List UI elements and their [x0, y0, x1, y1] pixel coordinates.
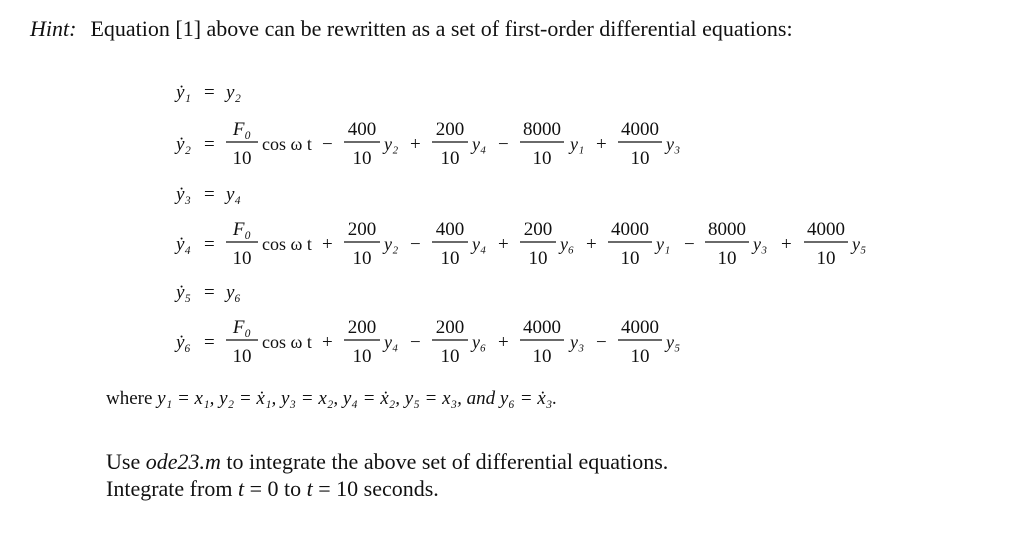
numerator: 400	[347, 119, 377, 140]
operator: −	[410, 332, 421, 353]
instruction-text: Integrate from	[106, 476, 233, 501]
cos-term: cos ω t	[262, 332, 312, 352]
variable: y₃	[570, 332, 585, 352]
equals-sign: =	[204, 82, 215, 103]
lhs-y1dot: ẏ₁	[176, 82, 192, 103]
numerator: 4000	[611, 219, 649, 240]
lhs-y2dot: ẏ₂	[176, 134, 192, 155]
variable: y₂	[384, 234, 399, 254]
numerator: 200	[523, 219, 553, 240]
variable: y₄	[472, 234, 487, 254]
operator: −	[410, 234, 421, 255]
operator: −	[684, 234, 695, 255]
operator: +	[781, 234, 792, 255]
rhs-y4: y₄	[226, 184, 242, 205]
denominator: 10	[816, 248, 836, 269]
numerator: 400	[435, 219, 465, 240]
denominator: 10	[232, 248, 252, 269]
lhs-y3dot: ẏ₃	[176, 184, 192, 205]
equation-3	[174, 184, 241, 205]
denominator: 10	[630, 148, 650, 169]
denominator: 10	[532, 346, 552, 367]
numerator: 4000	[621, 119, 659, 140]
variable: y₆	[560, 234, 575, 254]
denominator: 10	[440, 346, 460, 367]
operator: +	[586, 234, 597, 255]
operator: +	[596, 134, 607, 155]
operator: +	[322, 234, 333, 255]
equals-sign: =	[204, 134, 215, 155]
function-name: ode23.m	[145, 449, 221, 474]
hint-label: Hint:	[30, 16, 77, 41]
numerator: 8000	[523, 119, 561, 140]
rhs-y2: y₂	[226, 82, 242, 103]
equals-sign: =	[204, 234, 215, 255]
denominator: 10	[352, 346, 372, 367]
equation-4	[174, 219, 866, 269]
numerator: 8000	[708, 219, 746, 240]
variable: y₃	[753, 234, 768, 254]
operator: +	[498, 332, 509, 353]
lhs-y5dot: ẏ₅	[176, 282, 192, 303]
variable: y₆	[472, 332, 487, 352]
instruction-text: Use	[106, 449, 141, 474]
time-variable: t	[237, 476, 245, 501]
denominator: 10	[532, 148, 552, 169]
equals-sign: =	[204, 282, 215, 303]
force-numerator: F₀	[232, 317, 252, 338]
numerator: 200	[347, 219, 377, 240]
equals-sign: =	[204, 184, 215, 205]
instruction-text: = 10 seconds.	[318, 476, 439, 501]
variable: y₁	[570, 134, 585, 154]
numerator: 4000	[523, 317, 561, 338]
operator: +	[410, 134, 421, 155]
where-definitions: y₁ = x₁, y₂ = ẋ₁, y₃ = x₂, y₄ = ẋ₂, y₅ = x₃, and y₆ = ẋ₃.	[157, 388, 558, 409]
equation-6	[174, 317, 680, 367]
hint-text: Equation [1] above can be rewritten as a set of first-order differential equations:	[90, 16, 793, 41]
where-prefix: where	[106, 388, 153, 409]
numerator: 200	[435, 317, 465, 338]
instruction-text: to integrate the above set of differential equations.	[226, 449, 669, 474]
operator: −	[498, 134, 509, 155]
lhs-y6dot: ẏ₆	[176, 332, 192, 353]
variable: y₂	[384, 134, 399, 154]
denominator: 10	[440, 148, 460, 169]
variable: y₃	[666, 134, 681, 154]
denominator: 10	[232, 346, 252, 367]
denominator: 10	[232, 148, 252, 169]
denominator: 10	[528, 248, 548, 269]
denominator: 10	[440, 248, 460, 269]
variable: y₅	[852, 234, 867, 254]
operator: −	[322, 134, 333, 155]
equals-sign: =	[204, 332, 215, 353]
lhs-y4dot: ẏ₄	[176, 234, 192, 255]
variable: y₄	[472, 134, 487, 154]
variable: y₄	[384, 332, 399, 352]
instruction-line-1	[106, 448, 668, 475]
operator: +	[322, 332, 333, 353]
numerator: 200	[435, 119, 465, 140]
rhs-y6: y₆	[226, 282, 242, 303]
time-variable: t	[306, 476, 313, 501]
operator: +	[498, 234, 509, 255]
denominator: 10	[717, 248, 737, 269]
equation-5	[174, 282, 241, 303]
instructions	[106, 448, 668, 502]
variable: y₅	[666, 332, 681, 352]
operator: −	[596, 332, 607, 353]
instruction-text: = 0 to	[249, 476, 302, 501]
denominator: 10	[352, 248, 372, 269]
force-numerator: F₀	[232, 219, 252, 240]
denominator: 10	[620, 248, 640, 269]
variable-definitions	[106, 388, 557, 410]
cos-term: cos ω t	[262, 234, 312, 254]
variable: y₁	[656, 234, 671, 254]
denominator: 10	[630, 346, 650, 367]
instruction-line-2	[106, 475, 668, 502]
numerator: 200	[347, 317, 377, 338]
numerator: 4000	[807, 219, 845, 240]
force-numerator: F₀	[232, 119, 252, 140]
denominator: 10	[352, 148, 372, 169]
equation-2	[174, 119, 680, 169]
cos-term: cos ω t	[262, 134, 312, 154]
numerator: 4000	[621, 317, 659, 338]
equation-1	[174, 82, 241, 103]
